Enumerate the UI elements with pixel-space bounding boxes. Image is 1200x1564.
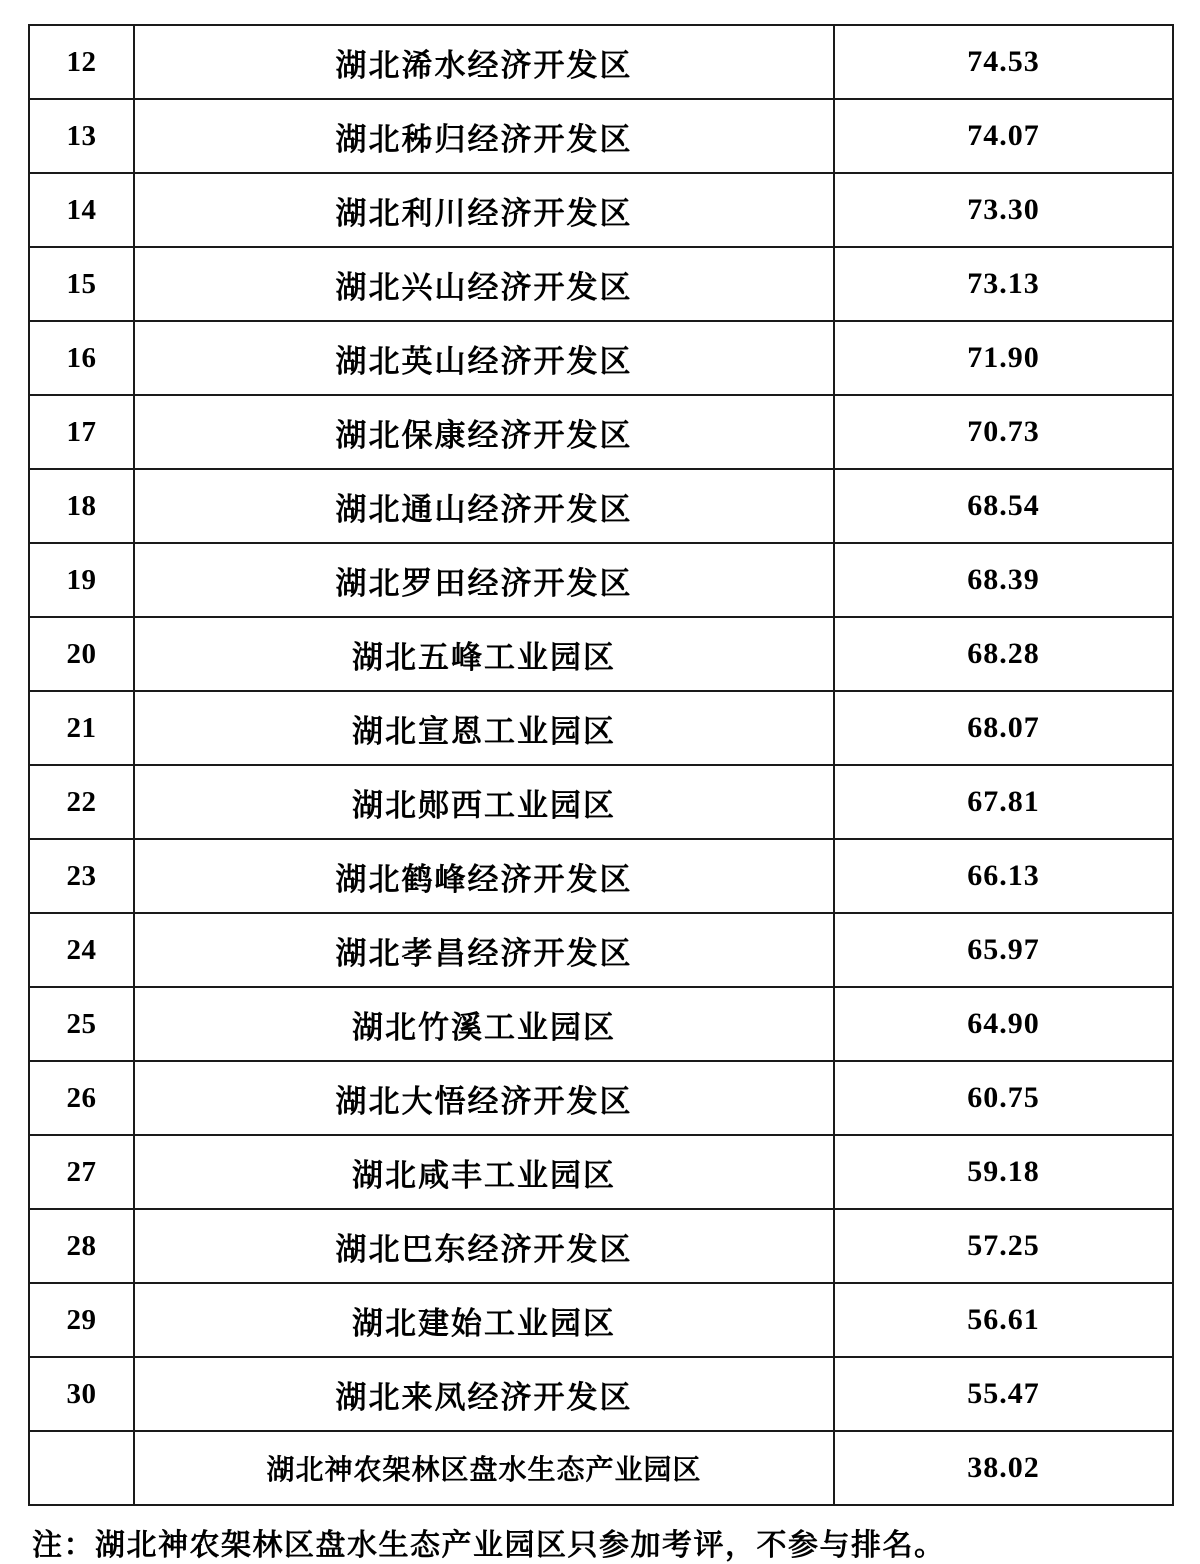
table-row xyxy=(29,691,1173,765)
cell-park-name: 湖北咸丰工业园区 xyxy=(134,1135,834,1209)
table-row xyxy=(29,987,1173,1061)
cell-rank: 19 xyxy=(29,543,134,617)
cell-park-name: 湖北大悟经济开发区 xyxy=(134,1061,834,1135)
cell-score: 68.07 xyxy=(834,691,1173,765)
table-row xyxy=(29,1209,1173,1283)
table-row xyxy=(29,469,1173,543)
cell-park-name: 湖北宣恩工业园区 xyxy=(134,691,834,765)
table-row xyxy=(29,839,1173,913)
table-row xyxy=(29,1135,1173,1209)
cell-score: 64.90 xyxy=(834,987,1173,1061)
table-row xyxy=(29,99,1173,173)
cell-park-name: 湖北来凤经济开发区 xyxy=(134,1357,834,1431)
cell-rank: 18 xyxy=(29,469,134,543)
table-row xyxy=(29,1283,1173,1357)
cell-score: 38.02 xyxy=(834,1431,1173,1505)
cell-rank: 25 xyxy=(29,987,134,1061)
cell-score: 59.18 xyxy=(834,1135,1173,1209)
cell-score: 55.47 xyxy=(834,1357,1173,1431)
cell-rank xyxy=(29,1431,134,1505)
cell-score: 73.30 xyxy=(834,173,1173,247)
table-row xyxy=(29,765,1173,839)
cell-park-name: 湖北建始工业园区 xyxy=(134,1283,834,1357)
cell-score: 67.81 xyxy=(834,765,1173,839)
cell-park-name: 湖北兴山经济开发区 xyxy=(134,247,834,321)
cell-score: 73.13 xyxy=(834,247,1173,321)
table-body xyxy=(29,25,1173,1505)
cell-score: 68.39 xyxy=(834,543,1173,617)
table-row xyxy=(29,247,1173,321)
table-row xyxy=(29,1061,1173,1135)
cell-rank: 22 xyxy=(29,765,134,839)
cell-park-name: 湖北通山经济开发区 xyxy=(134,469,834,543)
table-row xyxy=(29,913,1173,987)
cell-rank: 23 xyxy=(29,839,134,913)
cell-rank: 24 xyxy=(29,913,134,987)
cell-rank: 14 xyxy=(29,173,134,247)
cell-rank: 26 xyxy=(29,1061,134,1135)
cell-rank: 28 xyxy=(29,1209,134,1283)
cell-park-name: 湖北神农架林区盘水生态产业园区 xyxy=(134,1431,834,1505)
table-row xyxy=(29,1431,1173,1505)
cell-score: 68.54 xyxy=(834,469,1173,543)
cell-score: 66.13 xyxy=(834,839,1173,913)
cell-score: 74.53 xyxy=(834,25,1173,99)
cell-score: 65.97 xyxy=(834,913,1173,987)
cell-rank: 12 xyxy=(29,25,134,99)
cell-rank: 27 xyxy=(29,1135,134,1209)
cell-park-name: 湖北秭归经济开发区 xyxy=(134,99,834,173)
cell-park-name: 湖北巴东经济开发区 xyxy=(134,1209,834,1283)
cell-park-name: 湖北保康经济开发区 xyxy=(134,395,834,469)
table-row xyxy=(29,395,1173,469)
table-row xyxy=(29,617,1173,691)
cell-score: 60.75 xyxy=(834,1061,1173,1135)
table-row xyxy=(29,25,1173,99)
cell-park-name: 湖北浠水经济开发区 xyxy=(134,25,834,99)
cell-park-name: 湖北郧西工业园区 xyxy=(134,765,834,839)
cell-rank: 21 xyxy=(29,691,134,765)
cell-score: 74.07 xyxy=(834,99,1173,173)
cell-score: 71.90 xyxy=(834,321,1173,395)
cell-rank: 30 xyxy=(29,1357,134,1431)
cell-park-name: 湖北利川经济开发区 xyxy=(134,173,834,247)
cell-rank: 13 xyxy=(29,99,134,173)
cell-park-name: 湖北罗田经济开发区 xyxy=(134,543,834,617)
park-ranking-table xyxy=(28,24,1174,1506)
cell-score: 56.61 xyxy=(834,1283,1173,1357)
cell-park-name: 湖北五峰工业园区 xyxy=(134,617,834,691)
cell-park-name: 湖北鹤峰经济开发区 xyxy=(134,839,834,913)
table-row xyxy=(29,1357,1173,1431)
cell-park-name: 湖北英山经济开发区 xyxy=(134,321,834,395)
cell-score: 70.73 xyxy=(834,395,1173,469)
cell-park-name: 湖北孝昌经济开发区 xyxy=(134,913,834,987)
table-row xyxy=(29,321,1173,395)
cell-rank: 29 xyxy=(29,1283,134,1357)
table-row xyxy=(29,173,1173,247)
cell-rank: 20 xyxy=(29,617,134,691)
table-row xyxy=(29,543,1173,617)
cell-score: 68.28 xyxy=(834,617,1173,691)
cell-score: 57.25 xyxy=(834,1209,1173,1283)
cell-park-name: 湖北竹溪工业园区 xyxy=(134,987,834,1061)
table-note: 注：湖北神农架林区盘水生态产业园区只参加考评，不参与排名。 xyxy=(32,1528,946,1563)
cell-rank: 15 xyxy=(29,247,134,321)
cell-rank: 16 xyxy=(29,321,134,395)
cell-rank: 17 xyxy=(29,395,134,469)
